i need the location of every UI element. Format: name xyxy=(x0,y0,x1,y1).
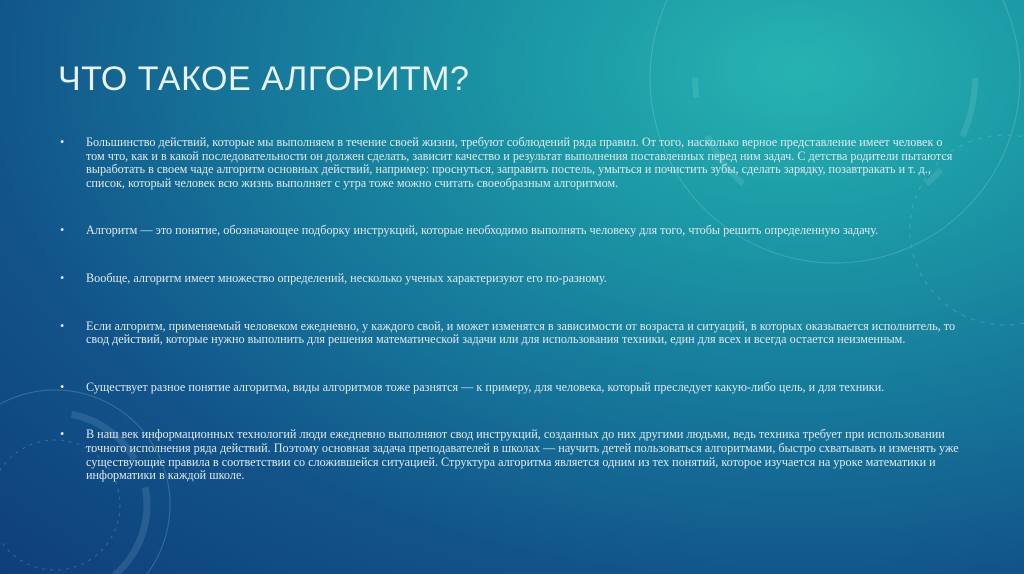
bullet-item xyxy=(60,224,960,238)
bullet-text: В наш век информационных технологий люди ежедневно выполняют свод инструкций, созданных до них другими людьми, ведь техника требует при использовании точного исполнения ряда действий. Поэтому основная задача преподавателей в школах — научить детей пользоваться алгоритмами, быстро схватывать и изменять уже существующие правила в соответствии со сложившейся ситуацией. Структура алгоритма является одним из тех понятий, которое изучается на уроке математики и информатики в каждой школе. xyxy=(86,427,959,483)
bullet-marker: • xyxy=(60,379,65,394)
bullet-item xyxy=(60,381,960,395)
bullet-marker: • xyxy=(60,427,65,442)
bullet-text: Большинство действий, которые мы выполняем в течение своей жизни, требуют соблюдений ряда правил. От того, насколько верное представление имеет человек о том что, как и в какой последовательности он должен сделать, зависит качество и результат выполнения поставленных перед ним задач. С детства родители пытаются выработать в своем чаде алгоритм основных действий, например: проснуться, заправить постель, умыться и почистить зубы, сделать зарядку, позавтракать и т. д., список, который человек всю жизнь выполняет с утра тоже можно считать своеобразным алгоритмом. xyxy=(86,135,953,190)
bullet-text: Вообще, алгоритм имеет множество определений, несколько ученых характеризуют его по-разному. xyxy=(86,270,607,285)
bullet-item xyxy=(60,320,960,347)
bullet-text: Существует разное понятие алгоритма, виды алгоритмов тоже разнятся — к примеру, для человека, который преследует какую-либо цель, и для техники. xyxy=(86,379,885,394)
bullet-marker: • xyxy=(60,270,65,285)
bullet-item xyxy=(60,272,960,286)
bullet-text: Если алгоритм, применяемый человеком ежедневно, у каждого свой, и может изменятся в зависимости от возраста и ситуаций, в которых оказывается исполнитель, то свод действий, которые нужно выполнить для решения математической задачи или для использования техники, един для всех и всегда остается неизменным. xyxy=(86,318,956,347)
slide-title: ЧТО ТАКОЕ АЛГОРИТМ? xyxy=(58,60,470,98)
bullet-list xyxy=(60,136,960,483)
bullet-marker: • xyxy=(60,318,65,333)
bullet-text: Алгоритм — это понятие, обозначающее подборку инструкций, которые необходимо выполнять человеку для того, чтобы решить определенную задачу. xyxy=(86,223,879,238)
bullet-marker: • xyxy=(60,135,65,149)
bullet-item xyxy=(60,136,960,190)
bullet-item xyxy=(60,428,960,482)
bullet-marker: • xyxy=(60,223,65,238)
